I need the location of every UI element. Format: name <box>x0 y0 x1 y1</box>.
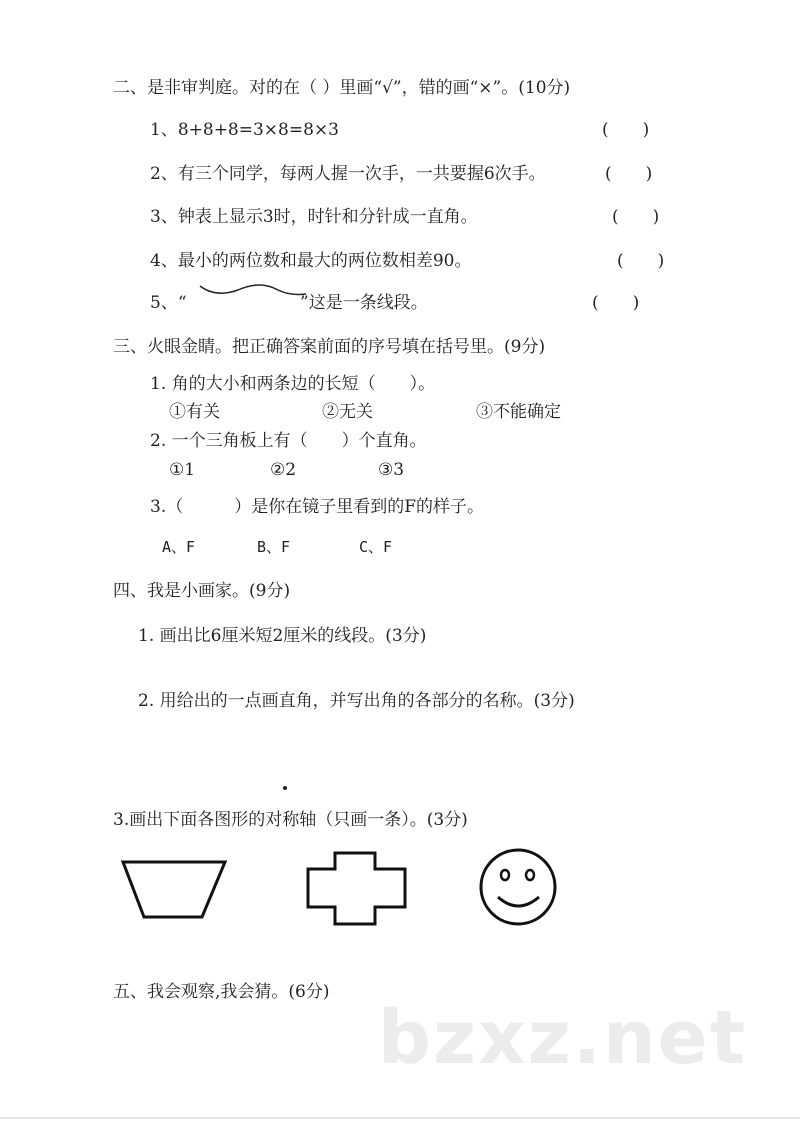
s3-q3: 3.（ ）是你在镜子里看到的F的样子。 <box>150 497 485 517</box>
s2-item-2: 2、有三个同学，每两人握一次手，一共要握6次手。 <box>150 164 546 184</box>
section5-heading: 五、我会观察,我会猜。(6分) <box>113 982 330 1002</box>
wavy-line-figure <box>198 280 308 302</box>
s3-q1-option-2: ②无关 <box>322 402 373 422</box>
s2-item-4: 4、最小的两位数和最大的两位数相差90。 <box>150 251 472 271</box>
s2-item-5-end: ”这是一条线段。 <box>300 293 428 313</box>
smiley-face-figure[interactable] <box>475 845 565 930</box>
s3-q3-option-a: A、F <box>162 538 196 556</box>
s4-q1: 1. 画出比6厘米短2厘米的线段。(3分) <box>138 626 427 646</box>
s3-q2-option-1: ①1 <box>169 460 196 480</box>
answer-paren-5[interactable]: ( ) <box>592 293 640 313</box>
s2-item-5-start: 5、“ <box>150 293 187 313</box>
s3-q3-option-b <box>257 537 290 557</box>
section3-heading: 三、火眼金睛。把正确答案前面的序号填在括号里。(9分) <box>113 337 546 357</box>
s3-q1-option-1: ①有关 <box>169 402 220 422</box>
s2-item-3: 3、钟表上显示3时，时针和分针成一直角。 <box>150 207 478 227</box>
s2-item-1: 1、8+8+8=3×8=8×3 <box>150 120 339 140</box>
option-b-label: B、F <box>257 538 291 556</box>
s4-q3: 3.画出下面各图形的对称轴（只画一条）。(3分) <box>113 810 468 830</box>
answer-paren-3[interactable]: ( ) <box>612 207 660 227</box>
s3-q1: 1. 角的大小和两条边的长短（ ）。 <box>150 374 436 394</box>
s3-q2-option-2: ②2 <box>270 460 297 480</box>
section2-heading: 二、是非审判庭。对的在（ ）里画“√”，错的画“×”。(10分) <box>113 78 571 98</box>
section4-heading: 四、我是小画家。(9分) <box>113 581 291 601</box>
s3-q2: 2. 一个三角板上有（ ）个直角。 <box>150 431 427 451</box>
s3-q2-option-3: ③3 <box>378 460 405 480</box>
s3-q1-option-3: ③不能确定 <box>476 402 561 422</box>
page-bottom-divider <box>0 1117 800 1119</box>
s4-q2: 2. 用给出的一点画直角，并写出角的各部分的名称。(3分) <box>138 691 575 711</box>
cross-figure[interactable] <box>300 845 415 935</box>
answer-paren-1[interactable]: ( ) <box>602 120 650 140</box>
watermark: bzxz.net <box>378 995 748 1081</box>
answer-paren-4[interactable]: ( ) <box>617 251 665 271</box>
trapezoid-figure[interactable] <box>115 855 235 925</box>
s3-q3-option-c: C、F <box>359 538 393 556</box>
answer-paren-2[interactable]: ( ) <box>605 164 653 184</box>
given-point <box>280 783 290 793</box>
